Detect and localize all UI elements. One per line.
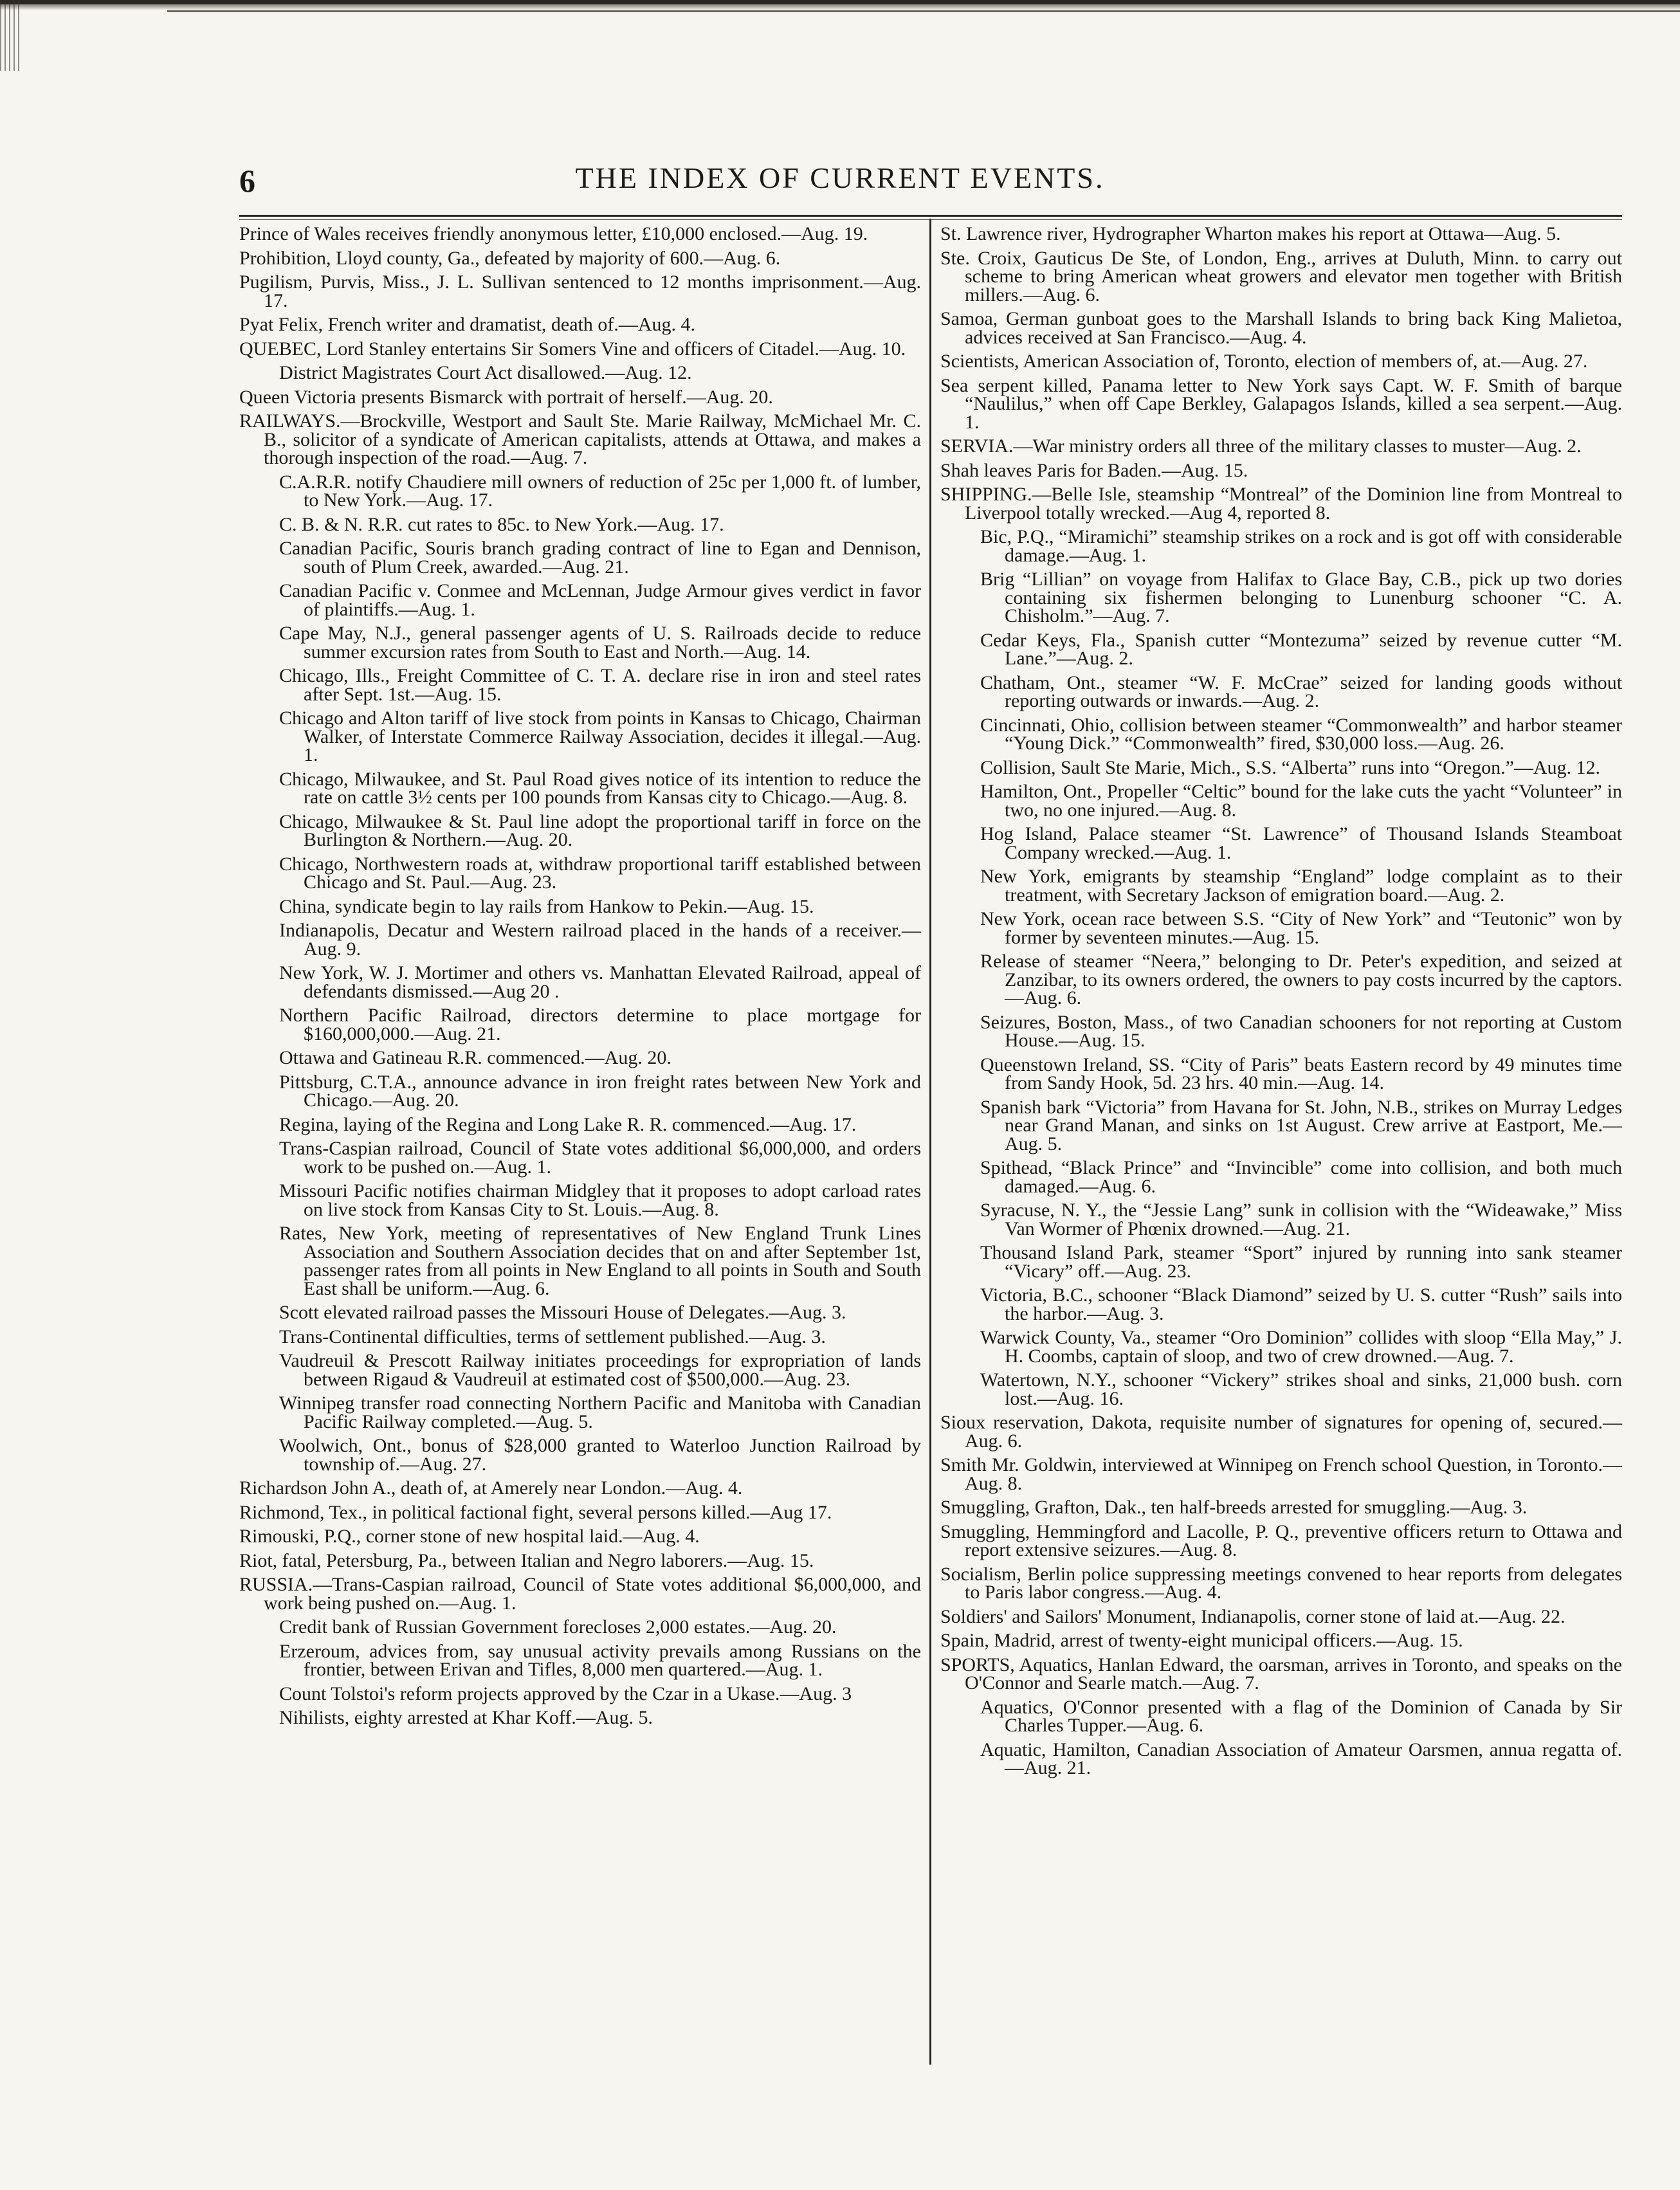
index-entry: Ste. Croix, Gauticus De Ste, of London, Eng., arrives at Duluth, Minn. to carry out scheme to bring American wheat growers and elevator men together with British millers.—Aug. 6. bbox=[940, 247, 1622, 306]
index-entry: Aquatics, O'Connor presented with a flag of the Dominion of Canada by Sir Charles Tupper.—Aug. 6. bbox=[980, 1696, 1622, 1736]
index-entry: Indianapolis, Decatur and Western railroad placed in the hands of a receiver.—Aug. 9. bbox=[279, 920, 921, 960]
index-entry: Prohibition, Lloyd county, Ga., defeated by majority of 600.—Aug. 6. bbox=[239, 247, 781, 269]
index-entry: Chicago, Milwaukee, and St. Paul Road gives notice of its intention to reduce the rate on cattle 3½ cents per 100 pounds from Kansas city to Chicago.—Aug. 8. bbox=[279, 768, 921, 808]
index-entry: QUEBEC, Lord Stanley entertains Sir Somers Vine and officers of Citadel.—Aug. 10. bbox=[239, 338, 906, 360]
index-entry: Count Tolstoi's reform projects approved by the Czar in a Ukase.—Aug. 3 bbox=[279, 1683, 852, 1704]
index-entry: Shah leaves Paris for Baden.—Aug. 15. bbox=[940, 459, 1248, 481]
index-entry: Victoria, B.C., schooner “Black Diamond” seized by U. S. cutter “Rush” sails into the harbor.—Aug. 3. bbox=[980, 1284, 1622, 1324]
index-entry: Chicago, Northwestern roads at, withdraw proportional tariff established between Chicago and St. Paul.—Aug. 23. bbox=[279, 853, 921, 893]
index-entry: SHIPPING.—Belle Isle, steamship “Montreal” of the Dominion line from Montreal to Liverpool totally wrecked.—Aug 4, reported 8. bbox=[940, 484, 1622, 524]
index-entry: Sioux reservation, Dakota, requisite number of signatures for opening of, secured.—Aug. 6. bbox=[940, 1412, 1622, 1452]
index-entry: Smuggling, Hemmingford and Lacolle, P. Q., preventive officers return to Ottawa and report extensive seizures.—Aug. 8. bbox=[940, 1520, 1622, 1560]
index-entry: Samoa, German gunboat goes to the Marshall Islands to bring back King Malietoa, advices received at San Francisco.—Aug. 4. bbox=[940, 308, 1622, 348]
header-rule bbox=[239, 215, 1622, 217]
index-entry: Winnipeg transfer road connecting Northern Pacific and Manitoba with Canadian Pacific Railway completed.—Aug. 5. bbox=[279, 1392, 921, 1432]
index-entry: Queen Victoria presents Bismarck with portrait of herself.—Aug. 20. bbox=[239, 386, 773, 408]
top-border-line bbox=[167, 10, 1680, 12]
index-entry: RAILWAYS.—Brockville, Westport and Sault Ste. Marie Railway, McMichael Mr. C. B., solicitor of a syndicate of American capitalists, attends at Ottawa, and makes a thorough inspection of the road.—Aug. 7. bbox=[239, 410, 921, 468]
index-entry: SPORTS, Aquatics, Hanlan Edward, the oarsman, arrives in Toronto, and speaks on the O'Connor and Searle match.—Aug. 7. bbox=[940, 1654, 1622, 1693]
index-entry: Canadian Pacific, Souris branch grading contract of line to Egan and Dennison, south of Plum Creek, awarded.—Aug. 21. bbox=[279, 538, 921, 578]
index-entry: Erzeroum, advices from, say unusual activity prevails among Russians on the frontier, between Erivan and Tifles, 8,000 men quartered.—Aug. 1. bbox=[279, 1640, 921, 1680]
index-entry: Richardson John A., death of, at Amerely near London.—Aug. 4. bbox=[239, 1477, 743, 1499]
index-entry: Cedar Keys, Fla., Spanish cutter “Montezuma” seized by revenue cutter “M. Lane.”—Aug. 2. bbox=[980, 629, 1622, 669]
right-column bbox=[940, 225, 1622, 1784]
index-entry: Spithead, “Black Prince” and “Invincible” come into collision, and both much damaged.—Aug. 6. bbox=[980, 1157, 1622, 1197]
top-border bbox=[0, 0, 1680, 10]
index-entry: Soldiers' and Sailors' Monument, Indianapolis, corner stone of laid at.—Aug. 22. bbox=[940, 1605, 1566, 1627]
index-entry: Riot, fatal, Petersburg, Pa., between Italian and Negro laborers.—Aug. 15. bbox=[239, 1549, 814, 1571]
index-entry: Trans-Continental difficulties, terms of settlement published.—Aug. 3. bbox=[279, 1326, 826, 1347]
index-entry: Regina, laying of the Regina and Long Lake R. R. commenced.—Aug. 17. bbox=[279, 1113, 857, 1135]
index-entry: C. B. & N. R.R. cut rates to 85c. to New York.—Aug. 17. bbox=[279, 513, 724, 535]
index-entry: Woolwich, Ont., bonus of $28,000 granted to Waterloo Junction Railroad by township of.—Aug. 27. bbox=[279, 1435, 921, 1475]
left-column bbox=[239, 225, 921, 1733]
index-entry: New York, emigrants by steamship “England” lodge complaint as to their treatment, with Secretary Jackson of emigration board.—Aug. 2. bbox=[980, 866, 1622, 906]
index-entry: Socialism, Berlin police suppressing meetings convened to hear reports from delegates to Paris labor congress.—Aug. 4. bbox=[940, 1563, 1622, 1603]
index-entry: Prince of Wales receives friendly anonymous letter, £10,000 enclosed.—Aug. 19. bbox=[239, 223, 868, 244]
index-entry: SERVIA.—War ministry orders all three of the military classes to muster—Aug. 2. bbox=[940, 435, 1582, 457]
index-entry: Bic, P.Q., “Miramichi” steamship strikes on a rock and is got off with considerable damage.—Aug. 1. bbox=[980, 526, 1622, 566]
index-entry: Cincinnati, Ohio, collision between steamer “Commonwealth” and harbor steamer “Young Dick.” “Commonwealth” fired, $30,000 loss.—Aug. 26. bbox=[980, 714, 1622, 754]
index-entry: C.A.R.R. notify Chaudiere mill owners of reduction of 25c per 1,000 ft. of lumber, to New York.—Aug. 17. bbox=[279, 471, 921, 511]
index-entry: Pittsburg, C.T.A., announce advance in iron freight rates between New York and Chicago.—Aug. 20. bbox=[279, 1071, 921, 1111]
index-entry: Chatham, Ont., steamer “W. F. McCrae” seized for landing goods without reporting outwards or inwards.—Aug. 2. bbox=[980, 671, 1622, 711]
index-entry: Credit bank of Russian Government forecloses 2,000 estates.—Aug. 20. bbox=[279, 1616, 837, 1638]
index-entry: China, syndicate begin to lay rails from Hankow to Pekin.—Aug. 15. bbox=[279, 895, 814, 917]
index-entry: Chicago, Ills., Freight Committee of C. T. A. declare rise in iron and steel rates after Sept. 1st.—Aug. 15. bbox=[279, 665, 921, 705]
index-entry: Sea serpent killed, Panama letter to New York says Capt. W. F. Smith of barque “Naulilus,” when off Cape Berkley, Galapagos Islands, killed a sea serpent.—Aug. 1. bbox=[940, 374, 1622, 433]
index-entry: Cape May, N.J., general passenger agents of U. S. Railroads decide to reduce summer excursion rates from South to East and North.—Aug. 14. bbox=[279, 623, 921, 662]
index-entry: Trans-Caspian railroad, Council of State votes additional $6,000,000, and orders work to be pushed on.—Aug. 1. bbox=[279, 1138, 921, 1178]
index-entry: Thousand Island Park, steamer “Sport” injured by running into sank steamer “Vicary” off.—Aug. 23. bbox=[980, 1242, 1622, 1282]
index-entry: Brig “Lillian” on voyage from Halifax to Glace Bay, C.B., pick up two dories containing six fishermen belonging to Lunenburg schooner “C. A. Chisholm.”—Aug. 7. bbox=[980, 569, 1622, 626]
index-entry: Missouri Pacific notifies chairman Midgley that it proposes to adopt carload rates on live stock from Kansas City to St. Louis.—Aug. 8. bbox=[279, 1180, 921, 1220]
index-entry: Queenstown Ireland, SS. “City of Paris” beats Eastern record by 49 minutes time from Sandy Hook, 5d. 23 hrs. 40 min.—Aug. 14. bbox=[980, 1054, 1622, 1093]
index-entry: Chicago and Alton tariff of live stock from points in Kansas to Chicago, Chairman Walker, of Interstate Commerce Railway Association, decides it illegal.—Aug. 1. bbox=[279, 707, 921, 765]
index-entry: Collision, Sault Ste Marie, Mich., S.S. “Alberta” runs into “Oregon.”—Aug. 12. bbox=[980, 756, 1601, 778]
index-entry: Hog Island, Palace steamer “St. Lawrence” of Thousand Islands Steamboat Company wrecked.—Aug. 1. bbox=[980, 823, 1622, 863]
index-entry: New York, ocean race between S.S. “City of New York” and “Teutonic” won by former by seventeen minutes.—Aug. 15. bbox=[980, 908, 1622, 948]
page-title: THE INDEX OF CURRENT EVENTS. bbox=[575, 161, 1105, 194]
index-entry: Rimouski, P.Q., corner stone of new hospital laid.—Aug. 4. bbox=[239, 1526, 700, 1547]
index-entry: District Magistrates Court Act disallowed.—Aug. 12. bbox=[279, 362, 692, 383]
index-entry: Nihilists, eighty arrested at Khar Koff.—Aug. 5. bbox=[279, 1707, 653, 1728]
index-entry: Warwick County, Va., steamer “Oro Dominion” collides with sloop “Ella May,” J. H. Coombs, captain of sloop, and two of crew drowned.—Aug. 7. bbox=[980, 1327, 1622, 1367]
index-entry: Vaudreuil & Prescott Railway initiates proceedings for expropriation of lands between Rigaud & Vaudreuil at estimated cost of $500,000.—Aug. 23. bbox=[279, 1350, 921, 1390]
index-entry: Smith Mr. Goldwin, interviewed at Winnipeg on French school Question, in Toronto.—Aug. 8. bbox=[940, 1454, 1622, 1494]
index-entry: Aquatic, Hamilton, Canadian Association of Amateur Oarsmen, annua regatta of.—Aug. 21. bbox=[980, 1738, 1622, 1778]
index-entry: Northern Pacific Railroad, directors determine to place mortgage for $160,000,000.—Aug. 21. bbox=[279, 1005, 921, 1045]
index-entry: Pugilism, Purvis, Miss., J. L. Sullivan sentenced to 12 months imprisonment.—Aug. 17. bbox=[239, 271, 921, 311]
index-entry: Watertown, N.Y., schooner “Vickery” strikes shoal and sinks, 21,000 bush. corn lost.—Aug. 16. bbox=[980, 1369, 1622, 1409]
binding-mark bbox=[0, 0, 19, 71]
index-entry: Seizures, Boston, Mass., of two Canadian schooners for not reporting at Custom House.—Aug. 15. bbox=[980, 1011, 1622, 1051]
index-entry: New York, W. J. Mortimer and others vs. Manhattan Elevated Railroad, appeal of defendants dismissed.—Aug 20 . bbox=[279, 962, 921, 1002]
index-entry: Pyat Felix, French writer and dramatist, death of.—Aug. 4. bbox=[239, 314, 696, 335]
index-entry: Ottawa and Gatineau R.R. commenced.—Aug. 20. bbox=[279, 1047, 671, 1068]
index-entry: Canadian Pacific v. Conmee and McLennan, Judge Armour gives verdict in favor of plaintiffs.—Aug. 1. bbox=[279, 580, 921, 620]
index-entry: Release of steamer “Neera,” belonging to Dr. Peter's expedition, and seized at Zanzibar, to its owners ordered, the owners to pay costs incurred by the captors.—Aug. 6. bbox=[980, 951, 1622, 1008]
index-entry: Richmond, Tex., in political factional fight, several persons killed.—Aug 17. bbox=[239, 1501, 832, 1523]
index-entry: Spanish bark “Victoria” from Havana for St. John, N.B., strikes on Murray Ledges near Grand Manan, and sinks on 1st August. Crew arrive at Eastport, Me.—Aug. 5. bbox=[980, 1096, 1622, 1154]
index-entry: Spain, Madrid, arrest of twenty-eight municipal officers.—Aug. 15. bbox=[940, 1630, 1463, 1651]
index-entry: Hamilton, Ont., Propeller “Celtic” bound for the lake cuts the yacht “Volunteer” in two, no one injured.—Aug. 8. bbox=[980, 781, 1622, 821]
index-entry: Smuggling, Grafton, Dak., ten half-breeds arrested for smuggling.—Aug. 3. bbox=[940, 1497, 1528, 1518]
page-number: 6 bbox=[239, 163, 255, 199]
index-entry: Chicago, Milwaukee & St. Paul line adopt the proportional tariff in force on the Burlington & Northern.—Aug. 20. bbox=[279, 810, 921, 850]
index-entry: Rates, New York, meeting of representatives of New England Trunk Lines Association and Southern Association decides that on and after September 1st, passenger rates from all points in New England to all points in South and South East shall be uniform.—Aug. 6. bbox=[279, 1223, 921, 1299]
index-entry: RUSSIA.—Trans-Caspian railroad, Council of State votes additional $6,000,000, and work being pushed on.—Aug. 1. bbox=[239, 1574, 921, 1614]
index-entry: Scientists, American Association of, Toronto, election of members of, at.—Aug. 27. bbox=[940, 351, 1588, 372]
column-divider bbox=[929, 219, 931, 2065]
index-entry: Scott elevated railroad passes the Missouri House of Delegates.—Aug. 3. bbox=[279, 1302, 846, 1323]
index-entry: St. Lawrence river, Hydrographer Wharton makes his report at Ottawa—Aug. 5. bbox=[940, 223, 1561, 244]
index-entry: Syracuse, N. Y., the “Jessie Lang” sunk in collision with the “Wideawake,” Miss Van Wormer of Phœnix drowned.—Aug. 21. bbox=[980, 1200, 1622, 1239]
